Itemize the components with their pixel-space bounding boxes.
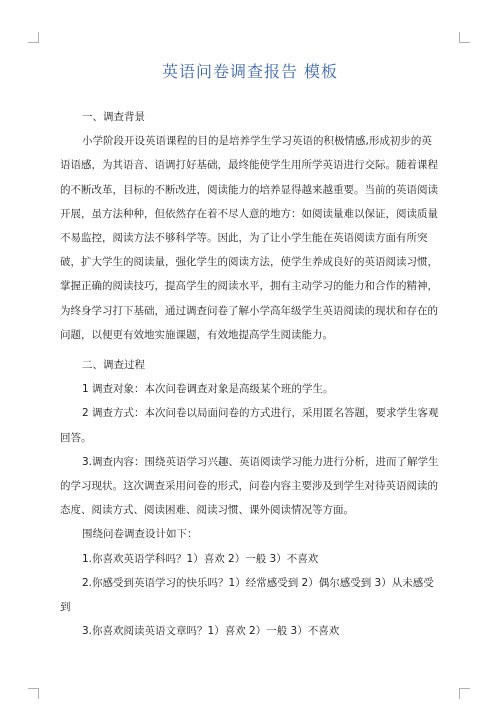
section-heading-background: 一、调查背景 xyxy=(82,111,145,123)
crop-mark-top-left xyxy=(28,32,39,43)
paragraph-survey-content: 3.调查内容：围绕英语学习兴趣、英语阅读学习能力进行分析，进而了解学生的学习现状。这次调查采用问卷的形式，问卷内容主要涉及到学生对待英语阅读的态度、阅读方式、阅读困难、阅读习惯、课外阅读情况等方面。 xyxy=(60,455,439,517)
paragraph-survey-method: 2 调查方式：本次问卷以局面问卷的方式进行，采用匿名答题，要求学生客观回答。 xyxy=(60,407,439,444)
paragraph-survey-design-intro: 围绕问卷调查设计如下： xyxy=(82,528,198,541)
crop-mark-bottom-right xyxy=(459,688,470,699)
paragraph-background: 小学阶段开设英语课程的目的是培养学生学习英语的积极情感,形成初步的英语语感，为其语音、语调打好基础，最终能使学生用所学英语进行交际。随着课程的不断改革，目标的不断改进，阅读能力的培养显得越来越重要。当前的英语阅读开展，虽方法种种，但依然存在着不尽人意的地方：如阅读量难以保证，阅读质量不易监控，阅读方法不够科学等。因此，为了让小学生能在英语阅读方面有所突破，扩大学生的阅读量，强化学生的阅读方法，使学生养成良好的英语阅读习惯，掌握正确的阅读技巧，提高学生的阅读水平，拥有主动学习的能力和合作的精神，为终身学习打下基础，通过调查问卷了解小学高年级学生英语阅读的现状和存在的问题，以便更有效地实施课题，有效地提高学生阅读能力。 xyxy=(60,135,438,341)
survey-question-2: 2.你感受到英语学习的快乐吗？1）经常感受到 2）偶尔感受到 3）从未感受到 xyxy=(60,576,434,614)
paragraph-survey-subject: 1 调查对象：本次问卷调查对象是高级某个班的学生。 xyxy=(82,383,334,396)
survey-question-3: 3.你喜欢阅读英语文章吗？1）喜欢 2）一般 3）不喜欢 xyxy=(82,625,340,638)
crop-mark-bottom-left xyxy=(28,688,39,699)
document-body xyxy=(60,105,440,643)
survey-question-1: 1.你喜欢英语学科吗？1）喜欢 2）一般 3）不喜欢 xyxy=(82,552,319,565)
section-heading-process: 二、调查过程 xyxy=(82,359,145,372)
crop-mark-top-right xyxy=(459,32,470,43)
document-title: 英语问卷调查报告 模板 xyxy=(161,62,339,81)
